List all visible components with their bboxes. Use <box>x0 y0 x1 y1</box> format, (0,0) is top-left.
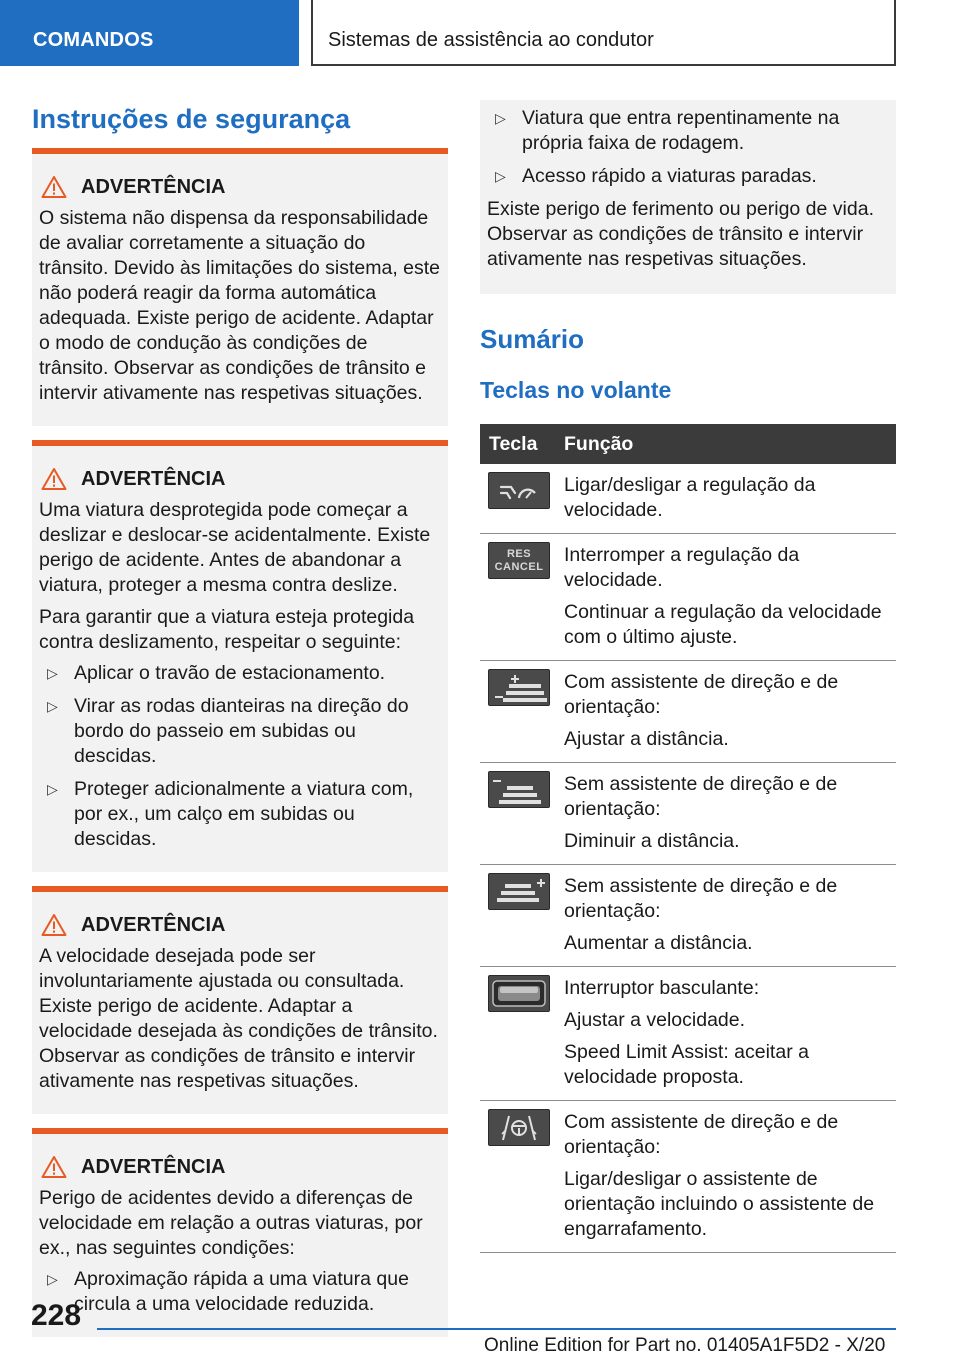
function-text: Diminuir a distância. <box>564 830 740 852</box>
warning-heading <box>39 464 440 494</box>
warning-text: Uma viatura desprotegida pode começar a deslizar e deslocar-se acidentalmente. Existe perigo de acidente. Antes de abandonar a viatura, proteger a mesma contra deslize. <box>39 499 431 596</box>
function-text: Interromper a regulação da velocidade. <box>564 544 800 591</box>
warning-label: ADVERTÊNCIA <box>81 175 226 198</box>
function-text: Com assistente de direção e de orientação: <box>564 1111 839 1158</box>
warning-heading <box>39 172 440 202</box>
list-item-text: Virar as rodas dianteiras na direção do bordo do passeio em subidas ou descidas. <box>74 695 409 767</box>
function-text: Ligar/desligar o assistente de orientação incluindo o assistente de engarrafamento. <box>564 1168 875 1240</box>
triangle-bullet-icon: ▷ <box>47 781 58 797</box>
warning-text: Para garantir que a viatura esteja protegida contra deslizamento, respeitar o seguinte: <box>39 606 415 653</box>
function-text: Speed Limit Assist: aceitar a velocidade proposta. <box>564 1041 809 1088</box>
list-item <box>487 164 888 189</box>
function-text: Interruptor basculante: <box>564 977 760 999</box>
warning-label: ADVERTÊNCIA <box>81 467 226 490</box>
warning-box <box>32 886 448 1114</box>
table-row <box>480 661 896 763</box>
function-text: Sem assistente de direção e de orientação: <box>564 773 838 820</box>
summary-heading: Sumário <box>480 324 585 354</box>
list-item-text: Proteger adicionalmente a viatura com, por ex., um calço em subidas ou descidas. <box>74 778 414 850</box>
distance-plus-minus-icon <box>488 669 550 706</box>
triangle-bullet-icon: ▷ <box>47 698 58 714</box>
right-column <box>480 100 896 1253</box>
warning-triangle-icon <box>41 913 67 937</box>
triangle-bullet-icon: ▷ <box>47 665 58 681</box>
keys-heading: Teclas no volante <box>480 377 672 403</box>
steering-assist-icon <box>488 1109 550 1146</box>
page-number: 228 <box>31 1299 82 1332</box>
list-item-text: Aplicar o travão de estacionamento. <box>74 662 386 684</box>
triangle-bullet-icon: ▷ <box>495 110 506 126</box>
warning-text: O sistema não dispensa da responsabilidade de avaliar corretamente a situação do trânsito. Devido às limitações do sistema, este não poderá reagir da forma automática adequada. Existe perigo de acidente. Adaptar o modo de condução às condições de trânsito. Observar as condições de trânsito e intervir ativamente nas respetivas situações. <box>39 207 441 404</box>
triangle-bullet-icon: ▷ <box>47 1271 58 1287</box>
warning-text: Existe perigo de ferimento ou perigo de vida. Observar as condições de trânsito e intervir ativamente nas respetivas situações. <box>487 198 874 270</box>
triangle-bullet-icon: ▷ <box>495 168 506 184</box>
function-text: Ligar/desligar a regulação da velocidade. <box>564 474 816 521</box>
warning-triangle-icon <box>41 467 67 491</box>
footer-divider <box>97 1328 896 1330</box>
warning-label: ADVERTÊNCIA <box>81 913 226 936</box>
function-text: Com assistente de direção e de orientação: <box>564 671 839 718</box>
warning-text: A velocidade desejada pode ser involuntariamente ajustada ou consultada. Existe perigo de acidente. Adaptar a velocidade desejada às condições de trânsito. Observar as condições de trânsito e intervir ativamente nas respetivas situações. <box>39 945 438 1092</box>
chapter-title: Sistemas de assistência ao condutor <box>328 29 654 51</box>
bullet-list <box>487 106 888 189</box>
list-item <box>487 106 888 156</box>
list-item <box>39 661 440 686</box>
rocker-switch-icon <box>488 975 550 1012</box>
distance-minus-icon <box>488 771 550 808</box>
distance-plus-icon <box>488 873 550 910</box>
left-column <box>32 100 448 1337</box>
warning-label: ADVERTÊNCIA <box>81 1155 226 1178</box>
function-text: Ajustar a distância. <box>564 728 729 750</box>
table-header-row <box>480 424 896 464</box>
function-text: Aumentar a distância. <box>564 932 753 954</box>
function-text: Continuar a regulação da velocidade com o último ajuste. <box>564 601 882 648</box>
warning-triangle-icon <box>41 175 67 199</box>
cancel-label: CANCEL <box>494 560 544 573</box>
list-item-text: Aproximação rápida a uma viatura que circula a uma velocidade reduzida. <box>74 1268 409 1315</box>
table-row <box>480 464 896 534</box>
edition-note: Online Edition for Part no. 01405A1F5D2 - X/20 <box>484 1335 886 1356</box>
res-cancel-icon <box>488 542 550 579</box>
bullet-list <box>39 1267 440 1317</box>
section-tab <box>0 0 299 66</box>
cruise-control-icon <box>488 472 550 509</box>
warning-box <box>32 148 448 426</box>
table-row <box>480 967 896 1101</box>
warning-heading <box>39 910 440 940</box>
table-row <box>480 1101 896 1253</box>
steering-keys-table <box>480 424 896 1253</box>
safety-title: Instruções de segurança <box>32 104 351 134</box>
res-label: RES <box>506 547 532 560</box>
table-row <box>480 865 896 967</box>
section-label: COMANDOS <box>33 29 154 51</box>
list-item <box>39 694 440 769</box>
list-item-text: Acesso rápido a viaturas paradas. <box>522 165 817 187</box>
function-text: Sem assistente de direção e de orientação: <box>564 875 838 922</box>
warning-text: Perigo de acidentes devido a diferenças de velocidade em relação a outras viaturas, por ex., nas seguintes condições: <box>39 1187 423 1259</box>
column-header-function: Função <box>560 424 896 464</box>
warning-box <box>32 1128 448 1337</box>
list-item <box>39 777 440 852</box>
column-header-key: Tecla <box>480 424 560 464</box>
bullet-list <box>39 661 440 852</box>
chapter-header <box>311 0 896 66</box>
function-text: Ajustar a velocidade. <box>564 1009 746 1031</box>
list-item-text: Viatura que entra repentinamente na própria faixa de rodagem. <box>522 107 840 154</box>
list-item <box>39 1267 440 1317</box>
table-row <box>480 534 896 661</box>
warning-box <box>32 440 448 872</box>
warning-continuation-box <box>480 100 896 294</box>
warning-triangle-icon <box>41 1155 67 1179</box>
warning-heading <box>39 1152 440 1182</box>
table-row <box>480 763 896 865</box>
